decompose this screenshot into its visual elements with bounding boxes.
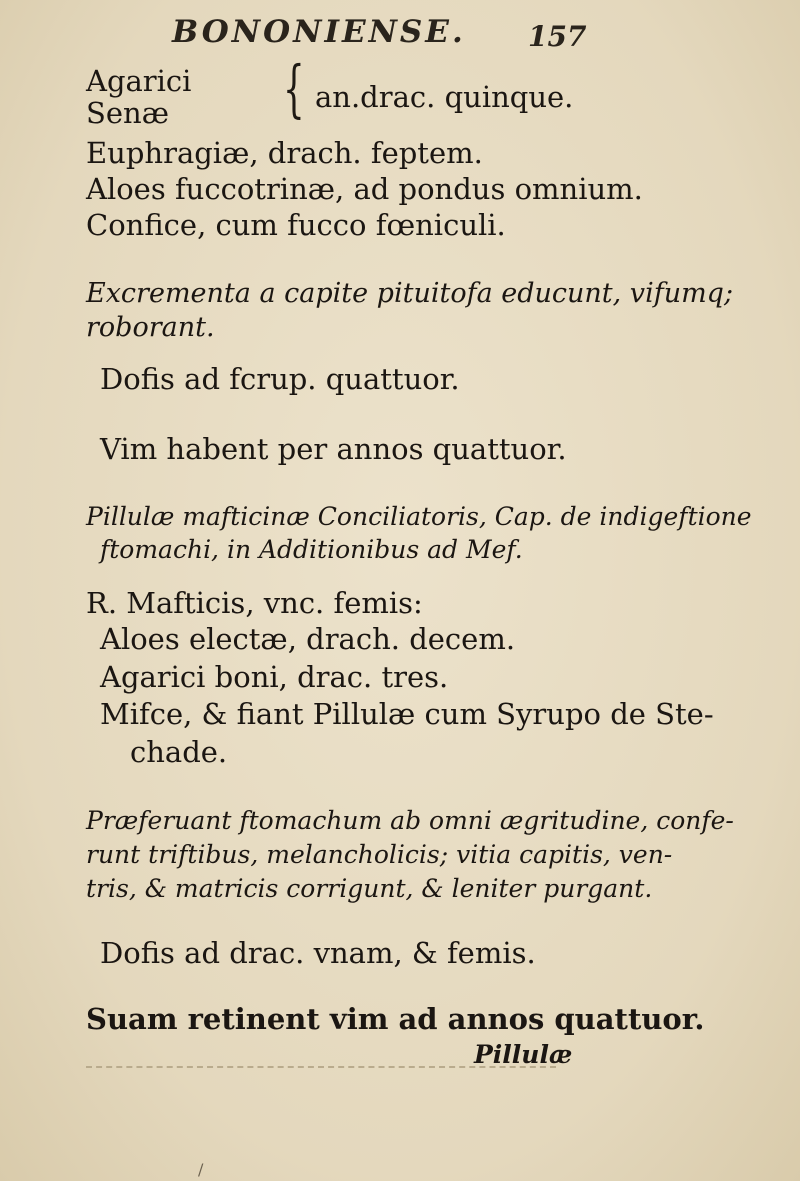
- recipe1-line3: Euphragiæ, drach. feptem.: [86, 136, 483, 170]
- title2-line2: ftomachi, in Additionibus ad Mef.: [100, 535, 523, 564]
- title2-line1: Pillulæ mafticinæ Conciliatoris, Cap. de indigeftione: [86, 502, 752, 531]
- virtues2-line1: Præferuant ftomachum ab omni ægritudine, confe-: [86, 806, 734, 835]
- running-title: BONONIENSE.: [172, 14, 466, 50]
- recipe1-line5: Confice, cum fucco fœniculi.: [86, 208, 506, 242]
- recipe2-line1: R. Mafticis, vnc. femis:: [86, 586, 423, 620]
- page-number: 157: [528, 20, 587, 53]
- recipe1-line4: Aloes fuccotrinæ, ad pondus omnium.: [86, 172, 643, 206]
- virtues2-line2: runt triftibus, melancholicis; vitia capitis, ven-: [86, 840, 673, 869]
- recipe2-line5: chade.: [130, 735, 228, 769]
- recipe2-line2: Aloes electæ, drach. decem.: [100, 622, 516, 656]
- virtues2-line3: tris, & matricis corrigunt, & leniter purgant.: [86, 874, 653, 903]
- recipe1-line1: Agarici: [86, 64, 192, 98]
- catchword: Pillulæ: [474, 1040, 573, 1069]
- duration2: Suam retinent vim ad annos quattuor.: [86, 1002, 705, 1036]
- recipe1-brace-right: an.drac. quinque.: [315, 80, 574, 114]
- recipe2-line4: Mifce, & fiant Pillulæ cum Syrupo de Ste-: [100, 697, 714, 731]
- dose1: Dofis ad fcrup. quattuor.: [100, 362, 460, 396]
- recipe1-brace: {: [283, 52, 305, 125]
- duration1: Vim habent per annos quattuor.: [100, 432, 567, 466]
- virtues1-line2: roborant.: [86, 312, 215, 343]
- recipe2-line3: Agarici boni, drac. tres.: [100, 660, 449, 694]
- page-mark: /: [198, 1160, 204, 1179]
- recipe1-line2: Senæ: [86, 96, 169, 130]
- dose2: Dofis ad drac. vnam, & femis.: [100, 936, 536, 970]
- virtues1-line1: Excrementa a capite pituitofa educunt, vifumq;: [86, 278, 734, 309]
